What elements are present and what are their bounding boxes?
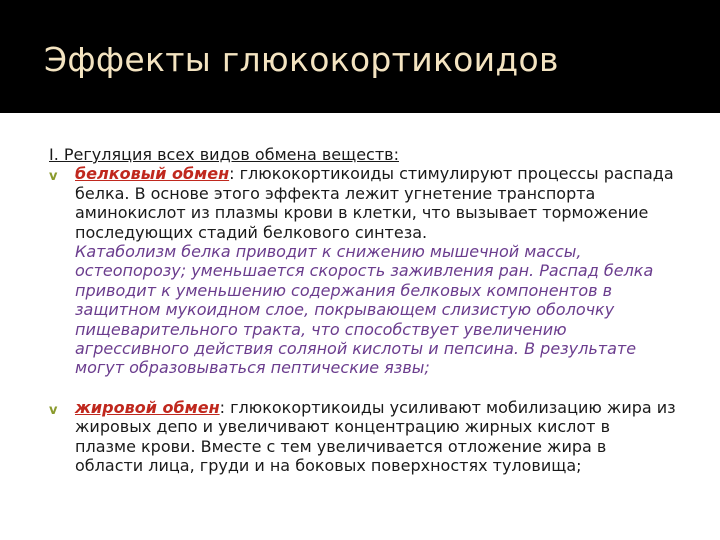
note-text: защитном мукоидном слое, покрывающем слизистую оболочку — [75, 300, 615, 320]
bullet-marker-icon: v — [49, 169, 58, 185]
note-text: пищеварительного тракта, что способствует увеличению — [75, 319, 567, 339]
title-bar — [0, 0, 720, 113]
term-protein: белковый обмен — [75, 164, 230, 184]
note-text: остеопорозу; уменьшается скорость заживления ран. Распад белка — [75, 261, 654, 281]
bullet-first-line — [75, 398, 709, 417]
bullet-first-line — [75, 164, 709, 183]
bullet-text: : глюкокортикоиды усиливают мобилизацию жира из — [219, 397, 676, 417]
bullet-text: жировых депо и увеличивают концентрацию жирных кислот в — [75, 417, 610, 437]
slide-title: Эффекты глюкокортикоидов — [44, 40, 559, 79]
spacer — [49, 378, 709, 398]
section-heading: I. Регуляция всех видов обмена веществ: — [49, 145, 399, 164]
bullet-text: аминокислот из плазмы крови в клетки, что вызывает торможение — [75, 203, 649, 223]
bullet-text: плазме крови. Вместе с тем увеличивается отложение жира в — [75, 436, 607, 456]
term-fat: жировой обмен — [75, 397, 220, 417]
bullet-text: области лица, груди и на боковых поверхностях туловища; — [75, 456, 582, 476]
bullet-text: последующих стадий белкового синтеза. — [75, 222, 428, 242]
bullet-text: : глюкокортикоиды стимулируют процессы распада — [229, 164, 674, 184]
note-text: могут образовываться пептические язвы; — [75, 358, 430, 378]
bullet-marker-icon: v — [49, 402, 58, 418]
note-text: агрессивного действия соляной кислоты и пепсина. В результате — [75, 339, 637, 359]
note-text: Катаболизм белка приводит к снижению мышечной массы, — [75, 242, 582, 262]
slide-content — [49, 145, 709, 476]
bullet-fat-metabolism — [49, 398, 709, 476]
note-text: приводит к уменьшению содержания белковых компонентов в — [75, 280, 613, 300]
bullet-text: белка. В основе этого эффекта лежит угнетение транспорта — [75, 183, 596, 203]
bullet-protein-metabolism — [49, 164, 709, 377]
